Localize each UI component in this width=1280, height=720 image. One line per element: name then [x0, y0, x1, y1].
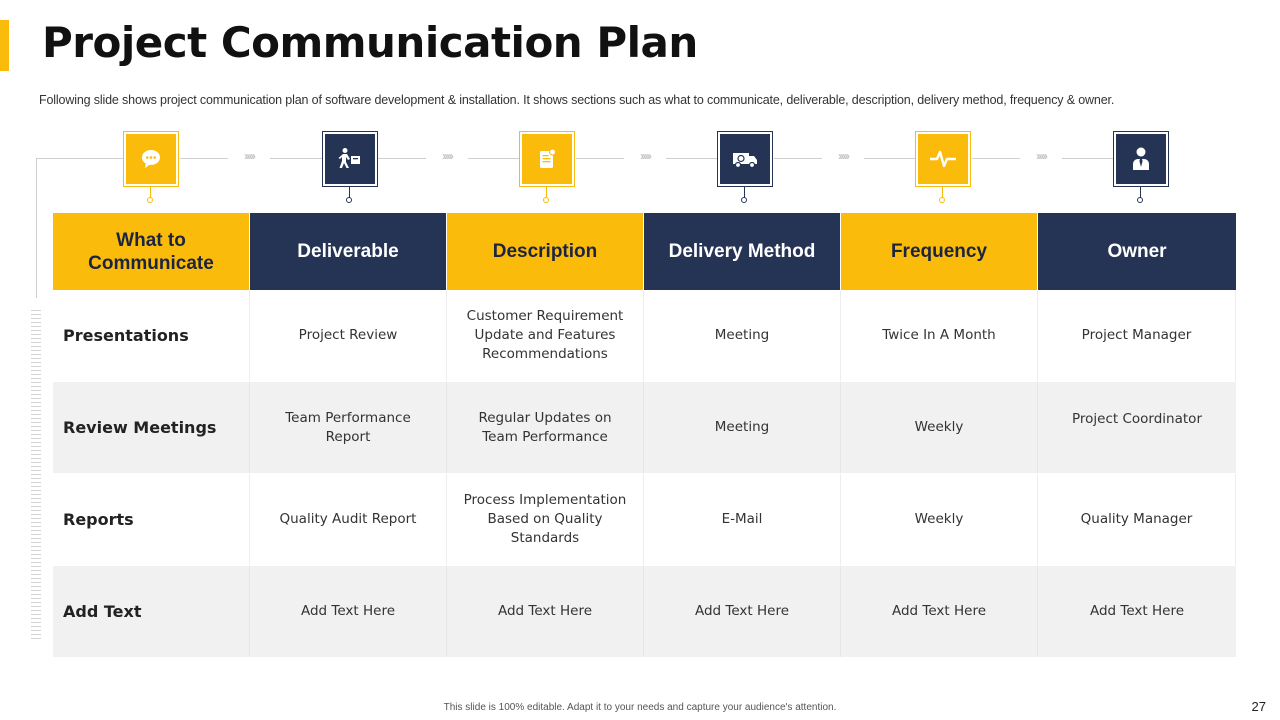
- row-label: Presentations: [53, 290, 250, 381]
- header-deliverable: Deliverable: [250, 213, 447, 290]
- table-header-row: [53, 213, 1236, 290]
- table-cell: Add Text Here: [644, 566, 841, 657]
- connector-line: [1062, 158, 1113, 159]
- chevron-arrows: ›››››: [640, 149, 650, 163]
- table-row: [53, 474, 1236, 566]
- table-cell: Project Manager: [1038, 290, 1236, 381]
- table-cell: Project Coordinator: [1072, 411, 1202, 427]
- table-row: [53, 566, 1236, 658]
- document-edit-icon: [519, 131, 575, 187]
- connector-dot: [346, 197, 352, 203]
- delivery-person-icon: [322, 131, 378, 187]
- row-label: Add Text: [53, 566, 250, 657]
- table-cell: Weekly: [841, 474, 1038, 565]
- connector-dot: [741, 197, 747, 203]
- table-cell: Customer Requirement Update and Features Recommendations: [447, 290, 644, 381]
- pulse-icon: [915, 131, 971, 187]
- chat-bubble-icon: [123, 131, 179, 187]
- page-number: 27: [1251, 699, 1266, 714]
- table-cell: Regular Updates on Team Performance: [447, 382, 644, 473]
- page-title: Project Communication Plan: [42, 18, 698, 67]
- table-cell: Add Text Here: [250, 566, 447, 657]
- page-subtitle: Following slide shows project communication plan of software development & installation. It shows sections such as what to communicate, deliverable, description, delivery method, frequency & owner.: [39, 93, 1115, 107]
- table-cell: Add Text Here: [1089, 603, 1185, 619]
- title-accent-bar: [0, 20, 9, 71]
- connector-dot: [939, 197, 945, 203]
- header-frequency: Frequency: [841, 213, 1038, 290]
- slide-footer-note: This slide is 100% editable. Adapt it to your needs and capture your audience's attention.: [443, 702, 837, 713]
- chevron-arrows: ›››››: [1036, 149, 1046, 163]
- table-row: [53, 290, 1236, 382]
- header-owner: Owner: [1038, 213, 1236, 290]
- connector-line: [270, 158, 322, 159]
- delivery-truck-icon: [717, 131, 773, 187]
- table-cell: Quality Audit Report: [250, 474, 447, 565]
- table-cell: Add Text Here: [447, 566, 644, 657]
- decorative-ruler: [31, 310, 41, 642]
- table-cell: E-Mail: [644, 474, 841, 565]
- table-cell: Meeting: [644, 290, 841, 381]
- table-cell: Meeting: [644, 382, 841, 473]
- row-label: Review Meetings: [53, 382, 250, 473]
- connector-dot: [543, 197, 549, 203]
- table-cell: Quality Manager: [1038, 474, 1236, 565]
- header-delivery-method: Delivery Method: [644, 213, 841, 290]
- connector-line: [180, 158, 228, 159]
- connector-line: [576, 158, 624, 159]
- header-what-to-communicate: What to Communicate: [53, 213, 250, 290]
- chevron-arrows: ›››››: [442, 149, 452, 163]
- connector-line: [666, 158, 717, 159]
- connector-dot: [147, 197, 153, 203]
- connector-line: [972, 158, 1020, 159]
- connector-line: [36, 158, 123, 159]
- connector-line: [864, 158, 915, 159]
- connector-line: [468, 158, 519, 159]
- chevron-arrows: ›››››: [838, 149, 848, 163]
- connector-line: [36, 158, 37, 298]
- row-label: Reports: [53, 474, 250, 565]
- communication-plan-table: [53, 213, 1236, 658]
- table-cell: Process Implementation Based on Quality Standards: [447, 474, 644, 565]
- person-tie-icon: [1113, 131, 1169, 187]
- chevron-arrows: ›››››: [244, 149, 254, 163]
- connector-line: [378, 158, 426, 159]
- table-row: [53, 382, 1236, 474]
- connector-line: [774, 158, 822, 159]
- icon-connector-row: [0, 120, 1280, 215]
- table-cell: Team Performance Report: [250, 382, 447, 473]
- table-cell: Project Review: [250, 290, 447, 381]
- table-cell: Weekly: [841, 382, 1038, 473]
- connector-dot: [1137, 197, 1143, 203]
- table-cell: Add Text Here: [841, 566, 1038, 657]
- table-cell: Twice In A Month: [841, 290, 1038, 381]
- header-description: Description: [447, 213, 644, 290]
